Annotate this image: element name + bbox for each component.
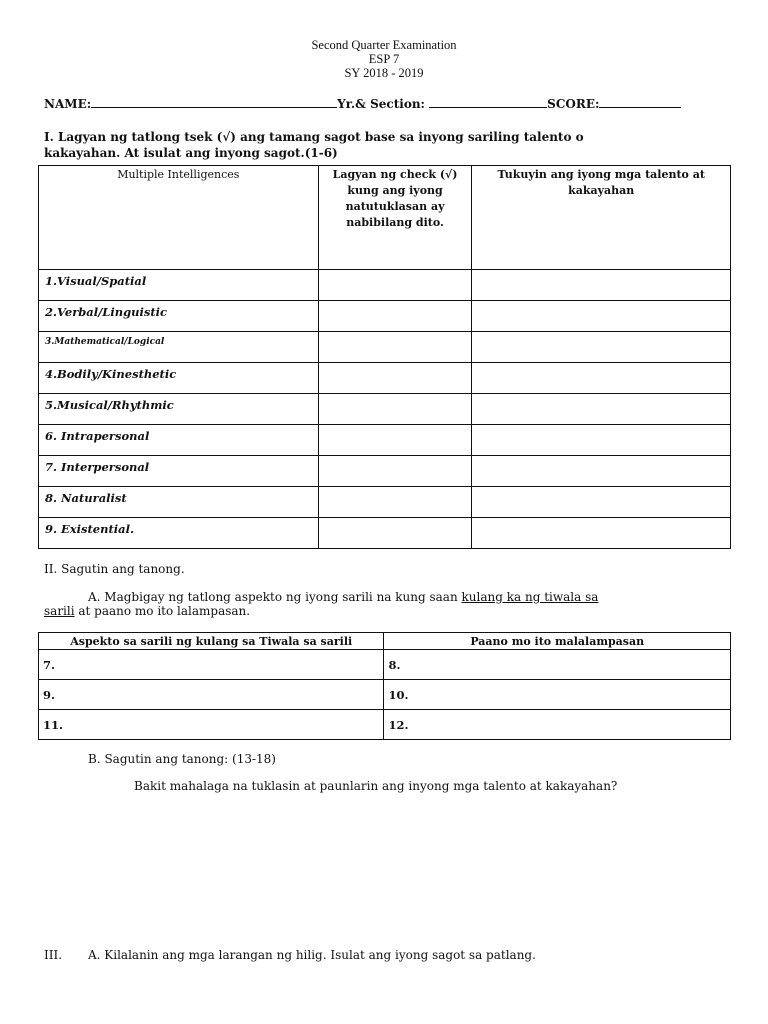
exam-subject: ESP 7 xyxy=(368,52,400,66)
col-header-check: Lagyan ng check (√) kung ang iyong natutuklasan ay nabibilang dito. xyxy=(318,166,472,270)
table-row xyxy=(39,710,731,740)
part2-a-text-2: at paano mo ito lalampasan. xyxy=(74,604,251,618)
talent-cell[interactable] xyxy=(472,363,731,394)
intelligence-label: 2.Verbal/Linguistic xyxy=(39,301,319,332)
score-blank[interactable] xyxy=(599,95,681,108)
intelligence-label: 3.Mathematical/Logical xyxy=(39,332,319,363)
section-blank[interactable] xyxy=(429,95,547,108)
col-header-talents: Tukuyin ang iyong mga talento at kakayahan xyxy=(472,166,731,270)
check-cell[interactable] xyxy=(318,363,472,394)
part2-a-line1 xyxy=(88,590,598,604)
school-year: SY 2018 - 2019 xyxy=(344,66,424,80)
col-header-aspect: Aspekto sa sarili ng kulang sa Tiwala sa sarili xyxy=(39,633,384,650)
exam-title: Second Quarter Examination xyxy=(311,38,457,52)
intelligence-label: 9. Existential. xyxy=(39,518,319,549)
intelligence-label: 6. Intrapersonal xyxy=(39,425,319,456)
part2-a-text: A. Magbigay ng tatlong aspekto ng iyong sarili na kung saan xyxy=(88,590,462,604)
intelligence-label: 7. Interpersonal xyxy=(39,456,319,487)
answer-cell[interactable]: 12. xyxy=(384,710,731,740)
table-row xyxy=(39,270,731,301)
table-row xyxy=(39,456,731,487)
check-cell[interactable] xyxy=(318,487,472,518)
check-cell[interactable] xyxy=(318,518,472,549)
col-header-intelligences: Multiple Intelligences xyxy=(39,166,319,270)
talent-cell[interactable] xyxy=(472,332,731,363)
check-cell[interactable] xyxy=(318,456,472,487)
part1-instruction-line1: I. Lagyan ng tatlong tsek (√) ang tamang sagot base sa inyong sariling talento o xyxy=(44,130,584,144)
part2-a-underlined: kulang ka ng tiwala sa xyxy=(461,590,599,604)
table-row xyxy=(39,301,731,332)
part2-b-heading: B. Sagutin ang tanong: (13-18) xyxy=(88,752,276,766)
col-header-overcome: Paano mo ito malalampasan xyxy=(384,633,731,650)
part3-a-instruction: A. Kilalanin ang mga larangan ng hilig. Isulat ang iyong sagot sa patlang. xyxy=(88,948,536,962)
name-label: NAME: xyxy=(44,97,92,111)
check-cell[interactable] xyxy=(318,425,472,456)
table-header-row xyxy=(39,166,731,270)
part2-a-line2 xyxy=(44,604,250,618)
intelligence-label: 8. Naturalist xyxy=(39,487,319,518)
answer-cell[interactable]: 7. xyxy=(39,650,384,680)
name-blank[interactable] xyxy=(91,95,337,108)
student-info-line xyxy=(44,95,681,111)
check-cell[interactable] xyxy=(318,301,472,332)
table-row xyxy=(39,425,731,456)
talent-cell[interactable] xyxy=(472,270,731,301)
multiple-intelligences-table xyxy=(38,165,731,549)
score-label: SCORE: xyxy=(547,97,600,111)
confidence-aspects-table xyxy=(38,632,731,740)
check-cell[interactable] xyxy=(318,332,472,363)
talent-cell[interactable] xyxy=(472,487,731,518)
answer-cell[interactable]: 8. xyxy=(384,650,731,680)
section-label: Yr.& Section: xyxy=(337,97,425,111)
intelligence-label: 5.Musical/Rhythmic xyxy=(39,394,319,425)
check-cell[interactable] xyxy=(318,270,472,301)
table-header-row xyxy=(39,633,731,650)
check-cell[interactable] xyxy=(318,394,472,425)
intelligence-label: 4.Bodily/Kinesthetic xyxy=(39,363,319,394)
part1-instruction-line2: kakayahan. At isulat ang inyong sagot.(1-6) xyxy=(44,146,338,160)
table-row xyxy=(39,332,731,363)
answer-cell[interactable]: 9. xyxy=(39,680,384,710)
answer-cell[interactable]: 10. xyxy=(384,680,731,710)
answer-cell[interactable]: 11. xyxy=(39,710,384,740)
table-row xyxy=(39,487,731,518)
table-row xyxy=(39,518,731,549)
table-row xyxy=(39,363,731,394)
table-row xyxy=(39,680,731,710)
table-row xyxy=(39,650,731,680)
part2-heading: II. Sagutin ang tanong. xyxy=(44,562,185,576)
talent-cell[interactable] xyxy=(472,301,731,332)
talent-cell[interactable] xyxy=(472,456,731,487)
table-row xyxy=(39,394,731,425)
talent-cell[interactable] xyxy=(472,518,731,549)
talent-cell[interactable] xyxy=(472,394,731,425)
part2-b-question: Bakit mahalaga na tuklasin at paunlarin ang inyong mga talento at kakayahan? xyxy=(134,779,618,793)
part2-a-underlined-2: sarili xyxy=(44,604,75,618)
talent-cell[interactable] xyxy=(472,425,731,456)
part3-number: III. xyxy=(44,948,63,962)
intelligence-label: 1.Visual/Spatial xyxy=(39,270,319,301)
